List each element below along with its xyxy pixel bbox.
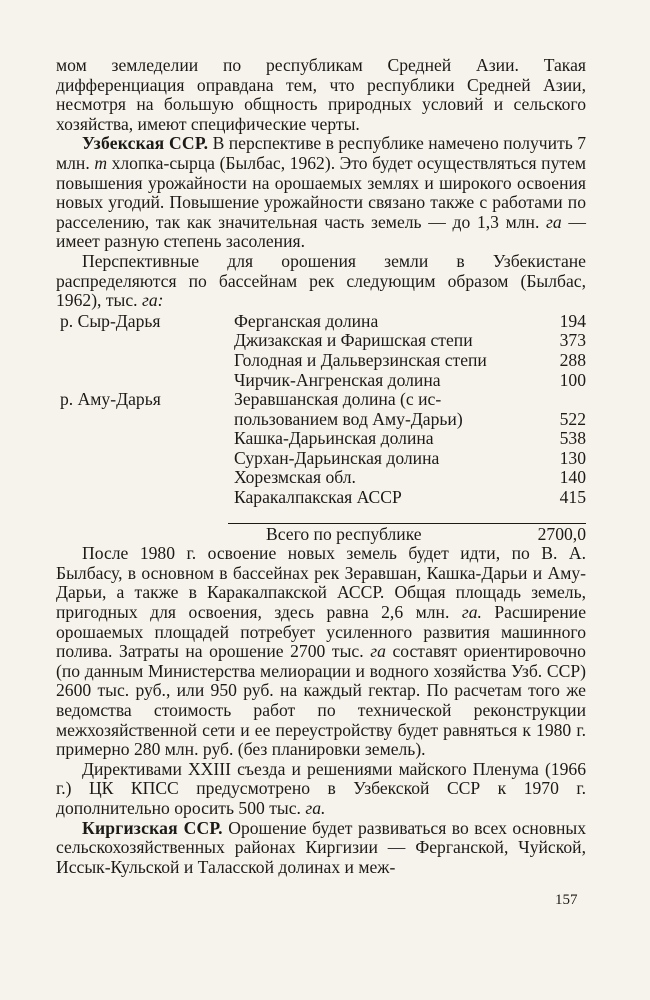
value-cell: 522	[559, 408, 586, 429]
basin-cell	[56, 429, 234, 449]
basin-cell: р. Сыр-Дарья	[60, 310, 161, 331]
unit-hectare: га	[370, 641, 386, 662]
basin-cell	[56, 351, 234, 371]
region-cell: Джизакская и Фаришская степи	[234, 330, 473, 351]
value-cell: 373	[559, 330, 586, 351]
unit-ton: т	[94, 152, 108, 173]
unit-hectare: га.	[305, 797, 326, 818]
basin-cell	[56, 449, 234, 469]
region-cell: Голодная и Дальверзинская степи	[234, 349, 487, 370]
region-cell: пользованием вод Аму-Дарьи)	[234, 408, 463, 429]
value-cell: 130	[559, 447, 586, 468]
paragraph-after-1980	[56, 544, 586, 760]
region-cell: Кашка-Дарьинская долина	[234, 428, 434, 449]
paragraph-3-text-a: После 1980 г. освоение новых земель будет идти, по В. А. Былбасу, в основном в бассейнах рек Зеравшан, Кашка-Дарьи и Аму-Дарьи, а также в Каракалпакской АССР. Общая площадь земель, пригодных для освоения, здесь равна 2,6 млн.	[56, 543, 586, 623]
unit-hectare: га:	[141, 290, 164, 311]
table-row	[56, 371, 586, 391]
body-text-continued	[56, 544, 586, 877]
paragraph-kyrgyz-ssr	[56, 819, 586, 878]
basin-cell	[56, 331, 234, 351]
page-number: 157	[555, 892, 578, 908]
paragraph-1-text-c: — имеет разную степень засоления.	[56, 211, 586, 252]
land-distribution-table	[56, 312, 586, 508]
value-cell: 140	[559, 467, 586, 488]
total-label: Всего по республике	[266, 523, 422, 544]
table-row	[56, 331, 586, 351]
paragraph-2-text: Перспективные для орошения земли в Узбекистане распределяются по бассейнам рек следующим образом (Былбас, 1962), тыс.	[56, 250, 586, 311]
section-heading-uzbek-ssr: Узбекская ССР.	[82, 133, 209, 154]
region-cell: Каракалпакская АССР	[234, 487, 402, 508]
table-row	[56, 468, 586, 488]
value-cell: 194	[559, 310, 586, 331]
body-text	[56, 56, 586, 311]
region-cell: Хорезмская обл.	[234, 467, 356, 488]
paragraph-uzbek-ssr	[56, 134, 586, 252]
paragraph-0-text: мом земледелии по республикам Средней Азии. Такая дифференциация оправдана тем, что республики Средней Азии, несмотря на большую общность природных условий и сельского хозяйства, имеют специфические черты.	[56, 55, 586, 134]
paragraph-3-text-c: составят ориентировочно (по данным Министерства мелиорации и водного хозяйства Узб. ССР) 2600 тыс. руб., или 950 руб. на каждый гектар. По расчетам того же ведомства стоимость работ по технической реконструкции межхозяйственной сети и ее переустройству будет равняться к 1980 г. примерно 280 млн. руб. (без планировки земель).	[56, 641, 586, 760]
region-cell: Ферганская долина	[234, 310, 379, 331]
value-cell: 415	[559, 487, 586, 508]
paragraph-0	[56, 56, 586, 134]
value-cell: 100	[559, 369, 586, 390]
paragraph-table-intro	[56, 252, 586, 311]
paragraph-1-text-b: хлопка-сырца (Былбас, 1962). Это будет осуществляться путем повышения урожайности на орошаемых землях и широкого освоения новых угодий. Повышение урожайности связано также с работами по расселению, так как значительная часть земель — до 1,3 млн.	[56, 152, 586, 232]
table-row	[56, 351, 586, 371]
paragraph-1-text-a: В перспективе в республике намечено получить 7 млн.	[56, 133, 586, 173]
basin-cell	[56, 488, 234, 508]
section-heading-kyrgyz-ssr: Киргизская ССР.	[82, 817, 223, 838]
basin-cell	[56, 468, 234, 488]
region-cell: Сурхан-Дарьинская долина	[234, 447, 440, 468]
paragraph-5-text: Орошение будет развиваться во всех основных сельскохозяйственных районах Киргизии — Ферганской, Чуйской, Иссык-Кульской и Таласской долинах и меж-	[56, 817, 586, 877]
table-row	[56, 488, 586, 508]
table-row	[56, 429, 586, 449]
paragraph-3-text-b: Расширение орошаемых площадей потребует усиленного развития машинного полива. Затраты на орошение 2700 тыс.	[56, 602, 587, 662]
table-row	[56, 449, 586, 469]
region-cell: Чирчик-Ангренская долина	[234, 369, 441, 390]
value-cell	[526, 390, 586, 410]
table-row	[56, 312, 586, 332]
basin-cell	[56, 410, 234, 430]
basin-cell: р. Аму-Дарья	[60, 389, 161, 410]
paragraph-directives	[56, 760, 586, 819]
paragraph-4-text: Директивами XXIII съезда и решениями майского Пленума (1966 г.) ЦК КПСС предусмотрено в Узбекской ССР к 1970 г. дополнительно оросить 500 тыс.	[56, 758, 586, 818]
region-cell: Зеравшанская долина (с ис-	[234, 389, 442, 410]
table-row	[56, 390, 586, 410]
value-cell: 538	[559, 428, 586, 449]
value-cell: 288	[559, 349, 586, 370]
total-value: 2700,0	[537, 523, 586, 544]
table-row	[56, 410, 586, 430]
unit-hectare: га	[546, 211, 562, 232]
unit-hectare: га.	[461, 602, 482, 623]
basin-cell	[56, 371, 234, 391]
table-total-row	[266, 525, 586, 545]
